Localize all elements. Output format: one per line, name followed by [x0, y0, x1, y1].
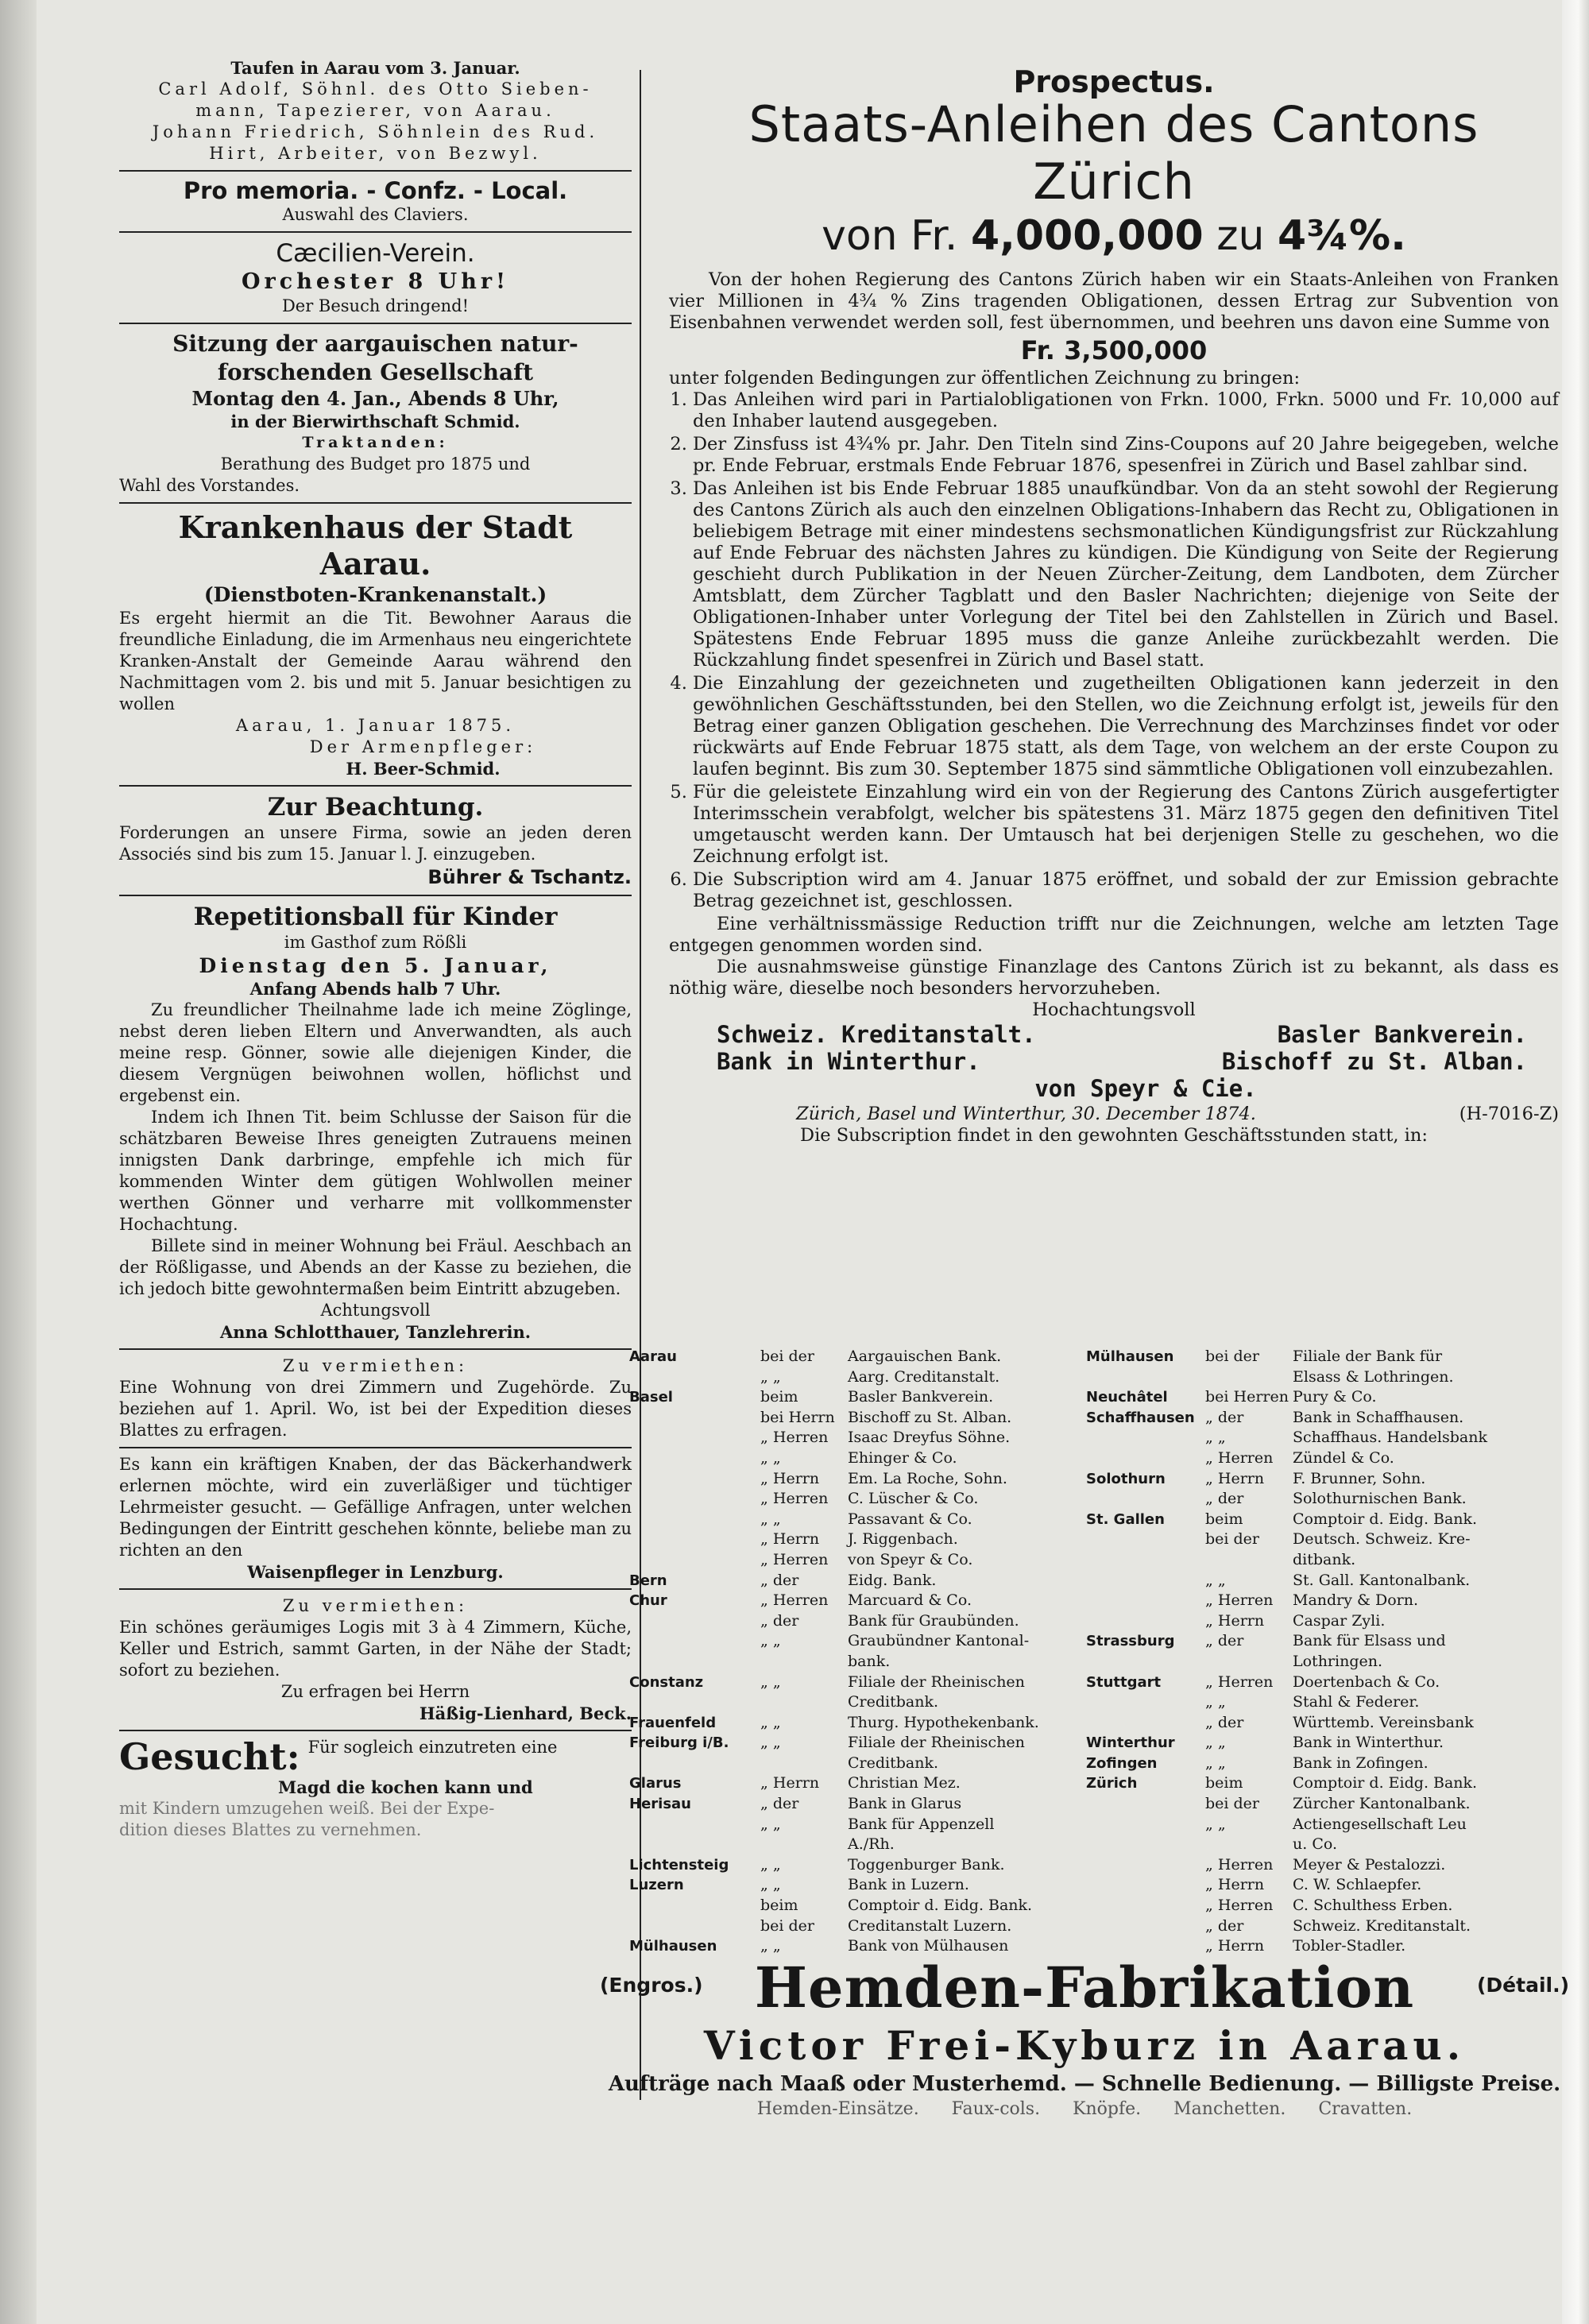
finance: Die ausnahmsweise günstige Finanzlage des Cantons Zürich ist zu bekannt, als dass es nöthig wäre, dieselbe noch besonders hervorzuheben. — [669, 957, 1559, 999]
place-bank: Doertenbach & Co. — [1293, 1672, 1440, 1691]
condition-item: 6. Die Subscription wird am 4. Januar 1875 eröffnet, und sobald der zur Emission gebrachte Betrag gezeichnet ist, geschlossen. — [693, 869, 1559, 912]
verm2-title: Zu vermiethen: — [282, 1596, 469, 1615]
place-bank: Württemb. Vereinsbank — [1293, 1713, 1474, 1731]
dateline-row — [669, 1104, 1559, 1125]
kranken-body: Es ergeht hiermit an die Tit. Bewohner Aaraus die freundliche Einladung, die im Armenhaus neu eingerichtete Kranken-Anstalt der Gemeinde Aarau während den Nachmittagen vom 2. bis und mit 5. Januar besichtigen zu wollen — [119, 609, 632, 713]
bank-row-1 — [669, 1021, 1559, 1048]
place-bank: Schaffhaus. Handelsbank — [1293, 1429, 1487, 1447]
place-row — [629, 1936, 1058, 1957]
place-city: Zürich — [1086, 1775, 1138, 1792]
place-bank: Zündel & Co. — [1293, 1448, 1394, 1467]
place-bank: Mandry & Dorn. — [1293, 1591, 1419, 1610]
place-prep: „ Herren — [1205, 1448, 1274, 1467]
place-bank: Comptoir d. Eidg. Bank. — [1293, 1510, 1478, 1528]
place-prep: „ „ — [760, 1937, 781, 1955]
place-row — [1086, 1896, 1563, 1916]
divider — [119, 1447, 632, 1448]
place-row — [629, 1692, 1058, 1713]
gesucht-l4: dition dieses Blattes zu vernehmen. — [119, 1820, 422, 1839]
condition-item: 2. Der Zinsfuss ist 4¾% pr. Jahr. Den Titeln sind Zins-Coupons auf 20 Jahre beigegeben, welche pr. Ende Februar, erstmals Ende Februar 1876, spesenfrei in Zürich und Basel zahlbar sind. — [693, 434, 1559, 477]
place-bank: Em. La Roche, Sohn. — [848, 1469, 1007, 1487]
place-bank: Ehinger & Co. — [848, 1448, 957, 1467]
beachtung-title: Zur Beachtung. — [267, 793, 484, 822]
knabe-sig: Waisenpfleger in Lenzburg. — [247, 1562, 504, 1582]
place-bank: Bank in Schaffhausen. — [1293, 1408, 1464, 1426]
place-bank: C. Schulthess Erben. — [1293, 1897, 1453, 1915]
place-prep: „ der — [1205, 1916, 1244, 1935]
taufen-line: Johann Friedrich, Söhnlein des Rud. — [152, 122, 599, 141]
place-prep: „ Herren — [760, 1429, 829, 1447]
place-prep: „ Herren — [760, 1490, 829, 1508]
divider — [119, 895, 632, 896]
place-row — [629, 1855, 1058, 1876]
place-prep: bei der — [1205, 1795, 1260, 1813]
memoria-sub: Auswahl des Claviers. — [282, 205, 469, 224]
place-row — [1086, 1347, 1563, 1367]
caecilien-title: Cæcilien-Verein. — [276, 239, 475, 268]
place-bank: Filiale der Rheinischen — [848, 1672, 1025, 1691]
kranken-name: H. Beer-Schmid. — [346, 759, 501, 779]
kranken-date: Aarau, 1. Januar 1875. — [235, 716, 516, 735]
place-bank: Lothringen. — [1293, 1652, 1383, 1670]
place-row — [1086, 1916, 1563, 1937]
place-row — [1086, 1754, 1563, 1774]
intro: Von der hohen Regierung des Cantons Zürich haben wir ein Staats-Anleihen von Franken vier Millionen in 4¾ % Zins tragenden Obligationen, dessen Ertrag zur Subvention von Eisenbahnen verwendet werden soll, fest übernommen, und beehren uns davon eine Summe von — [669, 269, 1559, 333]
place-prep: „ der — [1205, 1632, 1244, 1650]
ball-l3: Anfang Abends halb 7 Uhr. — [249, 979, 501, 999]
place-row — [1086, 1794, 1563, 1815]
bank-row-3 — [669, 1075, 1559, 1102]
place-bank: Bank in Winterthur. — [1293, 1734, 1444, 1752]
place-bank: Solothurnischen Bank. — [1293, 1490, 1467, 1508]
place-bank: Passavant & Co. — [848, 1510, 972, 1528]
place-prep: bei der — [760, 1916, 815, 1935]
place-row — [1086, 1855, 1563, 1876]
place-bank: Zürcher Kantonalbank. — [1293, 1795, 1471, 1813]
place-bank: Filiale der Bank für — [1293, 1348, 1443, 1365]
place-prep: „ Herrn — [760, 1774, 820, 1792]
condition-item: 4. Die Einzahlung der gezeichneten und zugetheilten Obligationen kann jederzeit in den gewöhnlichen Geschäftsstunden, bei den Stellen, wo die Zeichnung erfolgt ist, jeweils für den Betrag einer ganzen Obligation geschehen. Die Verrechnung des Marchzinses findet vor oder rückwärts auf Ende Februar 1875 statt, als dem Tage, von welchem an der erste Coupon zu laufen beginnt. Bis zum 30. September 1875 sind sämmtliche Obligationen voll einzubezahlen. — [693, 673, 1559, 780]
beachtung-body: Forderungen an unsere Firma, sowie an jeden deren Associés sind bis zum 15. Januar l. J. einzugeben. — [119, 823, 632, 864]
place-row — [1086, 1652, 1563, 1672]
place-row — [1086, 1815, 1563, 1835]
place-bank: Bank in Glarus — [848, 1795, 962, 1813]
divider — [119, 323, 632, 324]
subscription-places — [629, 1347, 1575, 1959]
place-row — [1086, 1936, 1563, 1957]
bank-name: Schweiz. Kreditanstalt. — [717, 1021, 1036, 1048]
place-row — [629, 1896, 1058, 1916]
place-city: Basel — [629, 1389, 673, 1406]
ball-title: Repetitionsball für Kinder — [193, 903, 558, 931]
divider — [119, 1348, 632, 1350]
sitzung-l7: Wahl des Vorstandes. — [119, 476, 300, 495]
place-bank: Isaac Dreyfus Söhne. — [848, 1429, 1011, 1447]
gesucht-l3: mit Kindern umzugehen weiß. Bei der Expe- — [119, 1799, 495, 1818]
right-column — [669, 64, 1559, 1147]
conditions-intro: unter folgenden Bedingungen zur öffentlichen Zeichnung zu bringen: — [669, 368, 1301, 389]
place-row — [629, 1448, 1058, 1469]
place-prep: „ „ — [1205, 1734, 1226, 1752]
place-bank: Bank in Luzern. — [848, 1876, 969, 1894]
place-row — [1086, 1367, 1563, 1388]
place-prep: „ der — [1205, 1408, 1244, 1426]
place-row — [1086, 1550, 1563, 1571]
place-prep: „ Herrn — [760, 1530, 820, 1549]
place-row — [629, 1916, 1058, 1937]
condition-item: 1. Das Anleihen wird pari in Partialobligationen von Frkn. 1000, Frkn. 5000 und Fr. 10,000 auf den Inhaber lautend ausgegeben. — [693, 389, 1559, 432]
place-prep: bei der — [760, 1348, 815, 1365]
place-bank: Caspar Zyli. — [1293, 1611, 1386, 1630]
place-prep: „ der — [760, 1571, 799, 1589]
place-bank: Tobler-Stadler. — [1293, 1937, 1406, 1955]
place-row — [1086, 1529, 1563, 1550]
place-bank: Eidg. Bank. — [848, 1571, 937, 1589]
divider — [119, 1588, 632, 1590]
place-bank: Bank für Appenzell — [848, 1815, 995, 1833]
place-prep: „ „ — [1205, 1754, 1226, 1772]
place-prep: „ „ — [760, 1632, 781, 1650]
place-bank: Actiengesellschaft Leu — [1293, 1815, 1467, 1833]
place-row — [629, 1489, 1058, 1510]
place-bank: C. Lüscher & Co. — [848, 1490, 979, 1508]
place-prep: „ Herren — [1205, 1855, 1274, 1874]
subtitle-rate: 4¾%. — [1278, 212, 1406, 260]
place-row — [1086, 1571, 1563, 1591]
gesucht-word: Gesucht: — [119, 1735, 300, 1778]
place-city: Herisau — [629, 1796, 691, 1813]
ball-close: Achtungsvoll — [320, 1301, 431, 1320]
divider — [119, 1730, 632, 1731]
place-prep: „ „ — [1205, 1815, 1226, 1833]
place-city: Strassburg — [1086, 1633, 1175, 1650]
verm2-ask: Zu erfragen bei Herrn — [280, 1682, 470, 1701]
bank-name: Basler Bankverein. — [1277, 1021, 1527, 1048]
place-row — [1086, 1387, 1563, 1408]
place-bank: u. Co. — [1293, 1835, 1337, 1854]
divider — [119, 231, 632, 233]
place-bank: C. W. Schlaepfer. — [1293, 1876, 1422, 1894]
place-row — [1086, 1713, 1563, 1734]
place-row — [629, 1550, 1058, 1571]
amount: Fr. 3,500,000 — [1020, 335, 1208, 365]
hemden-title: Hemden-Fabrikation — [754, 1955, 1415, 2020]
place-row — [629, 1652, 1058, 1672]
place-city: Luzern — [629, 1877, 684, 1894]
left-column — [119, 57, 632, 1841]
place-row — [629, 1713, 1058, 1734]
place-row — [1086, 1489, 1563, 1510]
gesucht-l2: Magd die kochen kann und — [278, 1777, 533, 1797]
place-bank: Toggenburger Bank. — [848, 1855, 1005, 1874]
place-prep: „ der — [1205, 1490, 1244, 1508]
place-prep: beim — [760, 1388, 798, 1406]
place-prep: „ „ — [760, 1876, 781, 1894]
places-left-col — [629, 1347, 1058, 1957]
place-city: Glarus — [629, 1775, 682, 1792]
place-row — [629, 1794, 1058, 1815]
place-prep: „ der — [1205, 1713, 1244, 1731]
place-prep: „ „ — [760, 1713, 781, 1731]
divider — [119, 785, 632, 787]
prospectus-subtitle — [669, 211, 1559, 261]
ball-p2: Indem ich Ihnen Tit. beim Schlusse der Saison für die schätzbaren Beweise Ihres geneigten Zutrauens meinen innigsten Dank darbringe, empfehle ich mich für kommenden Winter dem gütigen Wohlwollen meiner werthen Gönner und verharre mit vollkommenster Hochachtung. — [119, 1108, 632, 1234]
sitzung-l2: forschenden Gesellschaft — [217, 359, 534, 385]
sitzung-l6: Berathung des Budget pro 1875 und — [220, 454, 531, 474]
place-row — [1086, 1510, 1563, 1530]
place-bank: Comptoir d. Eidg. Bank. — [848, 1897, 1033, 1915]
place-row — [629, 1672, 1058, 1693]
place-prep: „ „ — [760, 1672, 781, 1691]
place-row — [629, 1571, 1058, 1591]
reference: (H-7016-Z) — [1459, 1104, 1559, 1124]
place-prep: „ Herrn — [1205, 1469, 1265, 1487]
place-bank: Bank für Elsass und — [1293, 1632, 1446, 1650]
verm2-body: Ein schönes geräumiges Logis mit 3 à 4 Zimmern, Küche, Keller und Estrich, sammt Garten, in der Nähe der Stadt; sofort zu beziehen. — [119, 1618, 632, 1680]
place-bank: Basler Bankverein. — [848, 1388, 994, 1406]
place-row — [1086, 1692, 1563, 1713]
place-bank: Bank von Mülhausen — [848, 1937, 1009, 1955]
place-bank: Stahl & Federer. — [1293, 1693, 1420, 1711]
hemden-ad — [600, 1955, 1569, 2119]
prospectus-label: Prospectus. — [1013, 64, 1215, 99]
bank-name: Bischoff zu St. Alban. — [1221, 1048, 1527, 1075]
place-row — [1086, 1611, 1563, 1632]
place-bank: Aargauischen Bank. — [848, 1348, 1002, 1365]
place-bank: Creditbank. — [848, 1693, 939, 1711]
place-row — [1086, 1469, 1563, 1490]
place-bank: Creditbank. — [848, 1754, 939, 1772]
place-prep: bei der — [1205, 1530, 1260, 1549]
place-bank: Bank in Zofingen. — [1293, 1754, 1429, 1772]
place-prep: „ „ — [1205, 1429, 1226, 1447]
beachtung-firm: Bührer & Tschantz. — [427, 866, 632, 888]
place-city: Solothurn — [1086, 1470, 1166, 1487]
regards: Hochachtungsvoll — [1032, 1000, 1196, 1020]
place-city: Neuchâtel — [1086, 1389, 1168, 1406]
place-bank: Comptoir d. Eidg. Bank. — [1293, 1774, 1478, 1792]
caecilien-note: Der Besuch dringend! — [281, 296, 470, 315]
place-row — [1086, 1448, 1563, 1469]
kranken-role: Der Armenpfleger: — [309, 737, 537, 756]
place-row — [629, 1591, 1058, 1611]
place-row — [629, 1631, 1058, 1652]
place-row — [629, 1387, 1058, 1408]
hemden-items: Hemden-Einsätze. Faux-cols. Knöpfe. Manchetten. Cravatten. — [756, 2099, 1413, 2119]
place-row — [629, 1815, 1058, 1835]
place-bank: Graubündner Kantonal- — [848, 1632, 1030, 1650]
place-row — [1086, 1428, 1563, 1448]
ball-p1: Zu freundlicher Theilnahme lade ich meine Zöglinge, nebst deren lieben Eltern und Anverwandten, als auch meine resp. Gönner, sowie alle diejenigen Kinder, die diesem Vergnügen beiwohnen wollen, höflichst und ergebenst ein. — [119, 1000, 632, 1105]
detail-label: (Détail.) — [1476, 1974, 1569, 1997]
place-bank: Christian Mez. — [848, 1774, 961, 1792]
place-prep: bei der — [1205, 1348, 1260, 1365]
place-row — [629, 1367, 1058, 1388]
place-bank: Thurg. Hypothekenbank. — [848, 1713, 1039, 1731]
places-right-col — [1086, 1347, 1563, 1957]
taufen-line: mann, Tapezierer, von Aarau. — [195, 101, 555, 120]
place-prep: „ „ — [1205, 1571, 1226, 1589]
hemden-orders: Aufträge nach Maaß oder Musterhemd. — Schnelle Bedienung. — Billigste Preise. — [608, 2072, 1561, 2096]
place-row — [629, 1428, 1058, 1448]
place-prep: beim — [1205, 1510, 1243, 1528]
place-bank: Schweiz. Kreditanstalt. — [1293, 1916, 1471, 1935]
place-bank: bank. — [848, 1652, 891, 1670]
taufen-line: Hirt, Arbeiter, von Bezwyl. — [209, 144, 542, 163]
place-row — [629, 1469, 1058, 1490]
kranken-title: Krankenhaus der Stadt Aarau. — [178, 509, 573, 582]
place-bank: Deutsch. Schweiz. Kre- — [1293, 1530, 1471, 1549]
sitzung-l3: Montag den 4. Jan., Abends 8 Uhr, — [191, 387, 559, 410]
place-prep: beim — [760, 1897, 798, 1915]
divider — [119, 502, 632, 504]
gesucht-l1: Für sogleich einzutreten eine — [307, 1738, 558, 1757]
place-bank: F. Brunner, Sohn. — [1293, 1469, 1426, 1487]
bank-row-2 — [669, 1048, 1559, 1075]
place-city: Freiburg i/B. — [629, 1734, 729, 1752]
place-bank: ditbank. — [1293, 1550, 1356, 1568]
ball-l2: Dienstag den 5. Januar, — [199, 954, 552, 977]
place-row — [1086, 1875, 1563, 1896]
engros-label: (Engros.) — [600, 1974, 703, 1997]
place-bank: Aarg. Creditanstalt. — [848, 1367, 1000, 1386]
place-bank: Elsass & Lothringen. — [1293, 1367, 1454, 1386]
place-row — [629, 1529, 1058, 1550]
place-bank: Bank für Graubünden. — [848, 1611, 1019, 1630]
place-city: Bern — [629, 1572, 667, 1589]
place-bank: Marcuard & Co. — [848, 1591, 972, 1610]
place-bank: Pury & Co. — [1293, 1388, 1377, 1406]
place-row — [629, 1510, 1058, 1530]
place-row — [1086, 1835, 1563, 1855]
place-row — [1086, 1672, 1563, 1693]
place-bank: J. Riggenbach. — [848, 1530, 958, 1549]
verm1-body: Eine Wohnung von drei Zimmern und Zugehörde. Zu beziehen auf 1. April. Wo, ist bei der Expedition dieses Blattes zu erfragen. — [119, 1378, 632, 1440]
place-row — [629, 1347, 1058, 1367]
place-prep: „ Herren — [1205, 1591, 1274, 1610]
place-city: Mülhausen — [629, 1938, 717, 1955]
condition-item: 5. Für die geleistete Einzahlung wird ein von der Regierung des Cantons Zürich ausgefertigter Interimsschein verabfolgt, welcher bis spätestens 31. März 1875 gegen den definitiven Titel umgetauscht werden kann. Der Umtausch hat bei derjenigen Stelle zu geschehen, wo die Zeichnung erfolgt ist. — [693, 782, 1559, 868]
place-prep: „ „ — [760, 1815, 781, 1833]
conditions-list — [669, 389, 1559, 912]
place-city: Mülhausen — [1086, 1348, 1174, 1365]
taufen-title: Taufen in Aarau vom 3. Januar. — [230, 58, 520, 78]
place-bank: von Speyr & Co. — [848, 1550, 973, 1568]
dateline: Zürich, Basel und Winterthur, 30. December 1874. — [796, 1104, 1256, 1124]
place-row — [629, 1733, 1058, 1754]
place-city: Winterthur — [1086, 1734, 1175, 1752]
bank-name: von Speyr & Cie. — [1034, 1075, 1257, 1102]
place-bank: Creditanstalt Luzern. — [848, 1916, 1012, 1935]
place-row — [629, 1611, 1058, 1632]
place-prep: „ „ — [760, 1448, 781, 1467]
place-city: Frauenfeld — [629, 1714, 717, 1731]
subscribe-places-intro: Die Subscription findet in den gewohnten Geschäftsstunden statt, in: — [800, 1125, 1428, 1146]
place-row — [629, 1835, 1058, 1855]
page-shadow-left — [0, 0, 37, 2324]
taufen-line: Carl Adolf, Söhnl. des Otto Sieben- — [158, 79, 593, 99]
gesucht-ad — [119, 1737, 632, 1777]
place-city: Constanz — [629, 1673, 704, 1691]
place-city: Schaffhausen — [1086, 1409, 1195, 1426]
place-row — [1086, 1631, 1563, 1652]
place-city: Zofingen — [1086, 1754, 1158, 1772]
sitzung-l1: Sitzung der aargauischen natur- — [172, 331, 578, 357]
place-row — [1086, 1591, 1563, 1611]
place-row — [629, 1754, 1058, 1774]
hemden-firm: Victor Frei-Kyburz in Aarau. — [703, 2022, 1466, 2069]
knabe-body: Es kann ein kräftigen Knaben, der das Bäckerhandwerk erlernen möchte, wird ein zuverläßiger und tüchtiger Lehrmeister gesucht. — Gefällige Anfragen, unter welchen Bedingungen der Eintritt geschehen könnte, beliebe man zu richten an den — [119, 1455, 632, 1560]
place-prep: „ „ — [760, 1855, 781, 1874]
place-prep: „ Herrn — [1205, 1611, 1265, 1630]
place-prep: „ „ — [760, 1734, 781, 1752]
ball-l1: im Gasthof zum Rößli — [284, 933, 467, 952]
place-prep: „ der — [760, 1611, 799, 1630]
place-bank: Bischoff zu St. Alban. — [848, 1408, 1012, 1426]
reduction: Eine verhältnissmässige Reduction trifft nur die Zeichnungen, welche am letzten Tage entgegen genommen worden sind. — [669, 914, 1559, 956]
divider — [119, 170, 632, 172]
verm2-sig: Häßig-Lienhard, Beck. — [419, 1703, 632, 1723]
place-prep: „ Herrn — [760, 1469, 820, 1487]
place-bank: Filiale der Rheinischen — [848, 1734, 1025, 1752]
kranken-sub: (Dienstboten-Krankenanstalt.) — [203, 583, 547, 606]
place-row — [1086, 1408, 1563, 1429]
place-row — [629, 1408, 1058, 1429]
place-row — [1086, 1733, 1563, 1754]
place-city: St. Gallen — [1086, 1510, 1165, 1528]
place-prep: „ Herrn — [1205, 1876, 1265, 1894]
place-bank: Meyer & Pestalozzi. — [1293, 1855, 1446, 1874]
place-city: Aarau — [629, 1348, 677, 1365]
place-row — [629, 1773, 1058, 1794]
place-city: Lichtensteig — [629, 1856, 729, 1874]
subtitle-amount: 4,000,000 — [970, 212, 1204, 260]
place-prep: „ Herrn — [1205, 1937, 1265, 1955]
caecilien-orch: Orchester 8 Uhr! — [242, 269, 509, 294]
ball-sig: Anna Schlotthauer, Tanzlehrerin. — [219, 1322, 532, 1342]
place-city: Chur — [629, 1592, 667, 1610]
verm1-title: Zu vermiethen: — [282, 1356, 469, 1375]
ball-p3: Billete sind in meiner Wohnung bei Fräul. Aeschbach an der Rößligasse, und Abends an der Kasse zu beziehen, die ich jedoch bitte gewohntermaßen beim Eintritt abzugeben. — [119, 1236, 632, 1298]
sitzung-l5: Traktanden: — [302, 434, 449, 451]
memoria-title: Pro memoria. - Confz. - Local. — [183, 177, 568, 204]
subtitle-mid: zu — [1203, 212, 1278, 260]
place-prep: „ Herren — [760, 1591, 829, 1610]
place-prep: bei Herren — [1205, 1388, 1289, 1406]
subtitle-pre: von Fr. — [822, 212, 971, 260]
place-bank: A./Rh. — [848, 1835, 895, 1854]
prospectus-title: Staats-Anleihen des Cantons Zürich — [748, 95, 1479, 211]
place-bank: St. Gall. Kantonalbank. — [1293, 1571, 1471, 1589]
place-prep: bei Herrn — [760, 1408, 835, 1426]
place-prep: „ Herren — [1205, 1897, 1274, 1915]
place-city: Stuttgart — [1086, 1673, 1162, 1691]
place-prep: „ „ — [1205, 1693, 1226, 1711]
place-prep: „ Herren — [760, 1550, 829, 1568]
place-prep: „ „ — [760, 1510, 781, 1528]
condition-item: 3. Das Anleihen ist bis Ende Februar 1885 unaufkündbar. Von da an steht sowohl der Regierung des Cantons Zürich als auch den einzelnen Obligations-Inhabern das Recht zu, Obligationen in beliebigem Betrage mit einer mindestens sechsmonatlichen Kündigungsfrist zur Rückzahlung auf Ende Februar des nächsten Jahres zu kündigen. Die Kündigung von Seite der Regierung geschieht durch Publikation in der Neuen Zürcher-Zeitung, dem Landboten, dem Zürcher Amtsblatt, dem Zürcher Tagblatt und den Basler Nachrichten; diejenige von Seite der Obligationen-Inhaber unter Vorlegung der Titel bei den Zahlstellen in Zürich und Basel. Spätestens Ende Februar 1895 muss die ganze Anleihe zurückbezahlt werden. Die Rückzahlung findet spesenfrei in Zürich und Basel statt. — [693, 478, 1559, 671]
bank-name: Bank in Winterthur. — [717, 1048, 980, 1075]
sitzung-l4: in der Bierwirthschaft Schmid. — [230, 412, 520, 431]
place-prep: beim — [1205, 1774, 1243, 1792]
place-prep: „ Herren — [1205, 1672, 1274, 1691]
place-prep: „ „ — [760, 1367, 781, 1386]
place-row — [629, 1875, 1058, 1896]
place-prep: „ der — [760, 1795, 799, 1813]
place-row — [1086, 1773, 1563, 1794]
